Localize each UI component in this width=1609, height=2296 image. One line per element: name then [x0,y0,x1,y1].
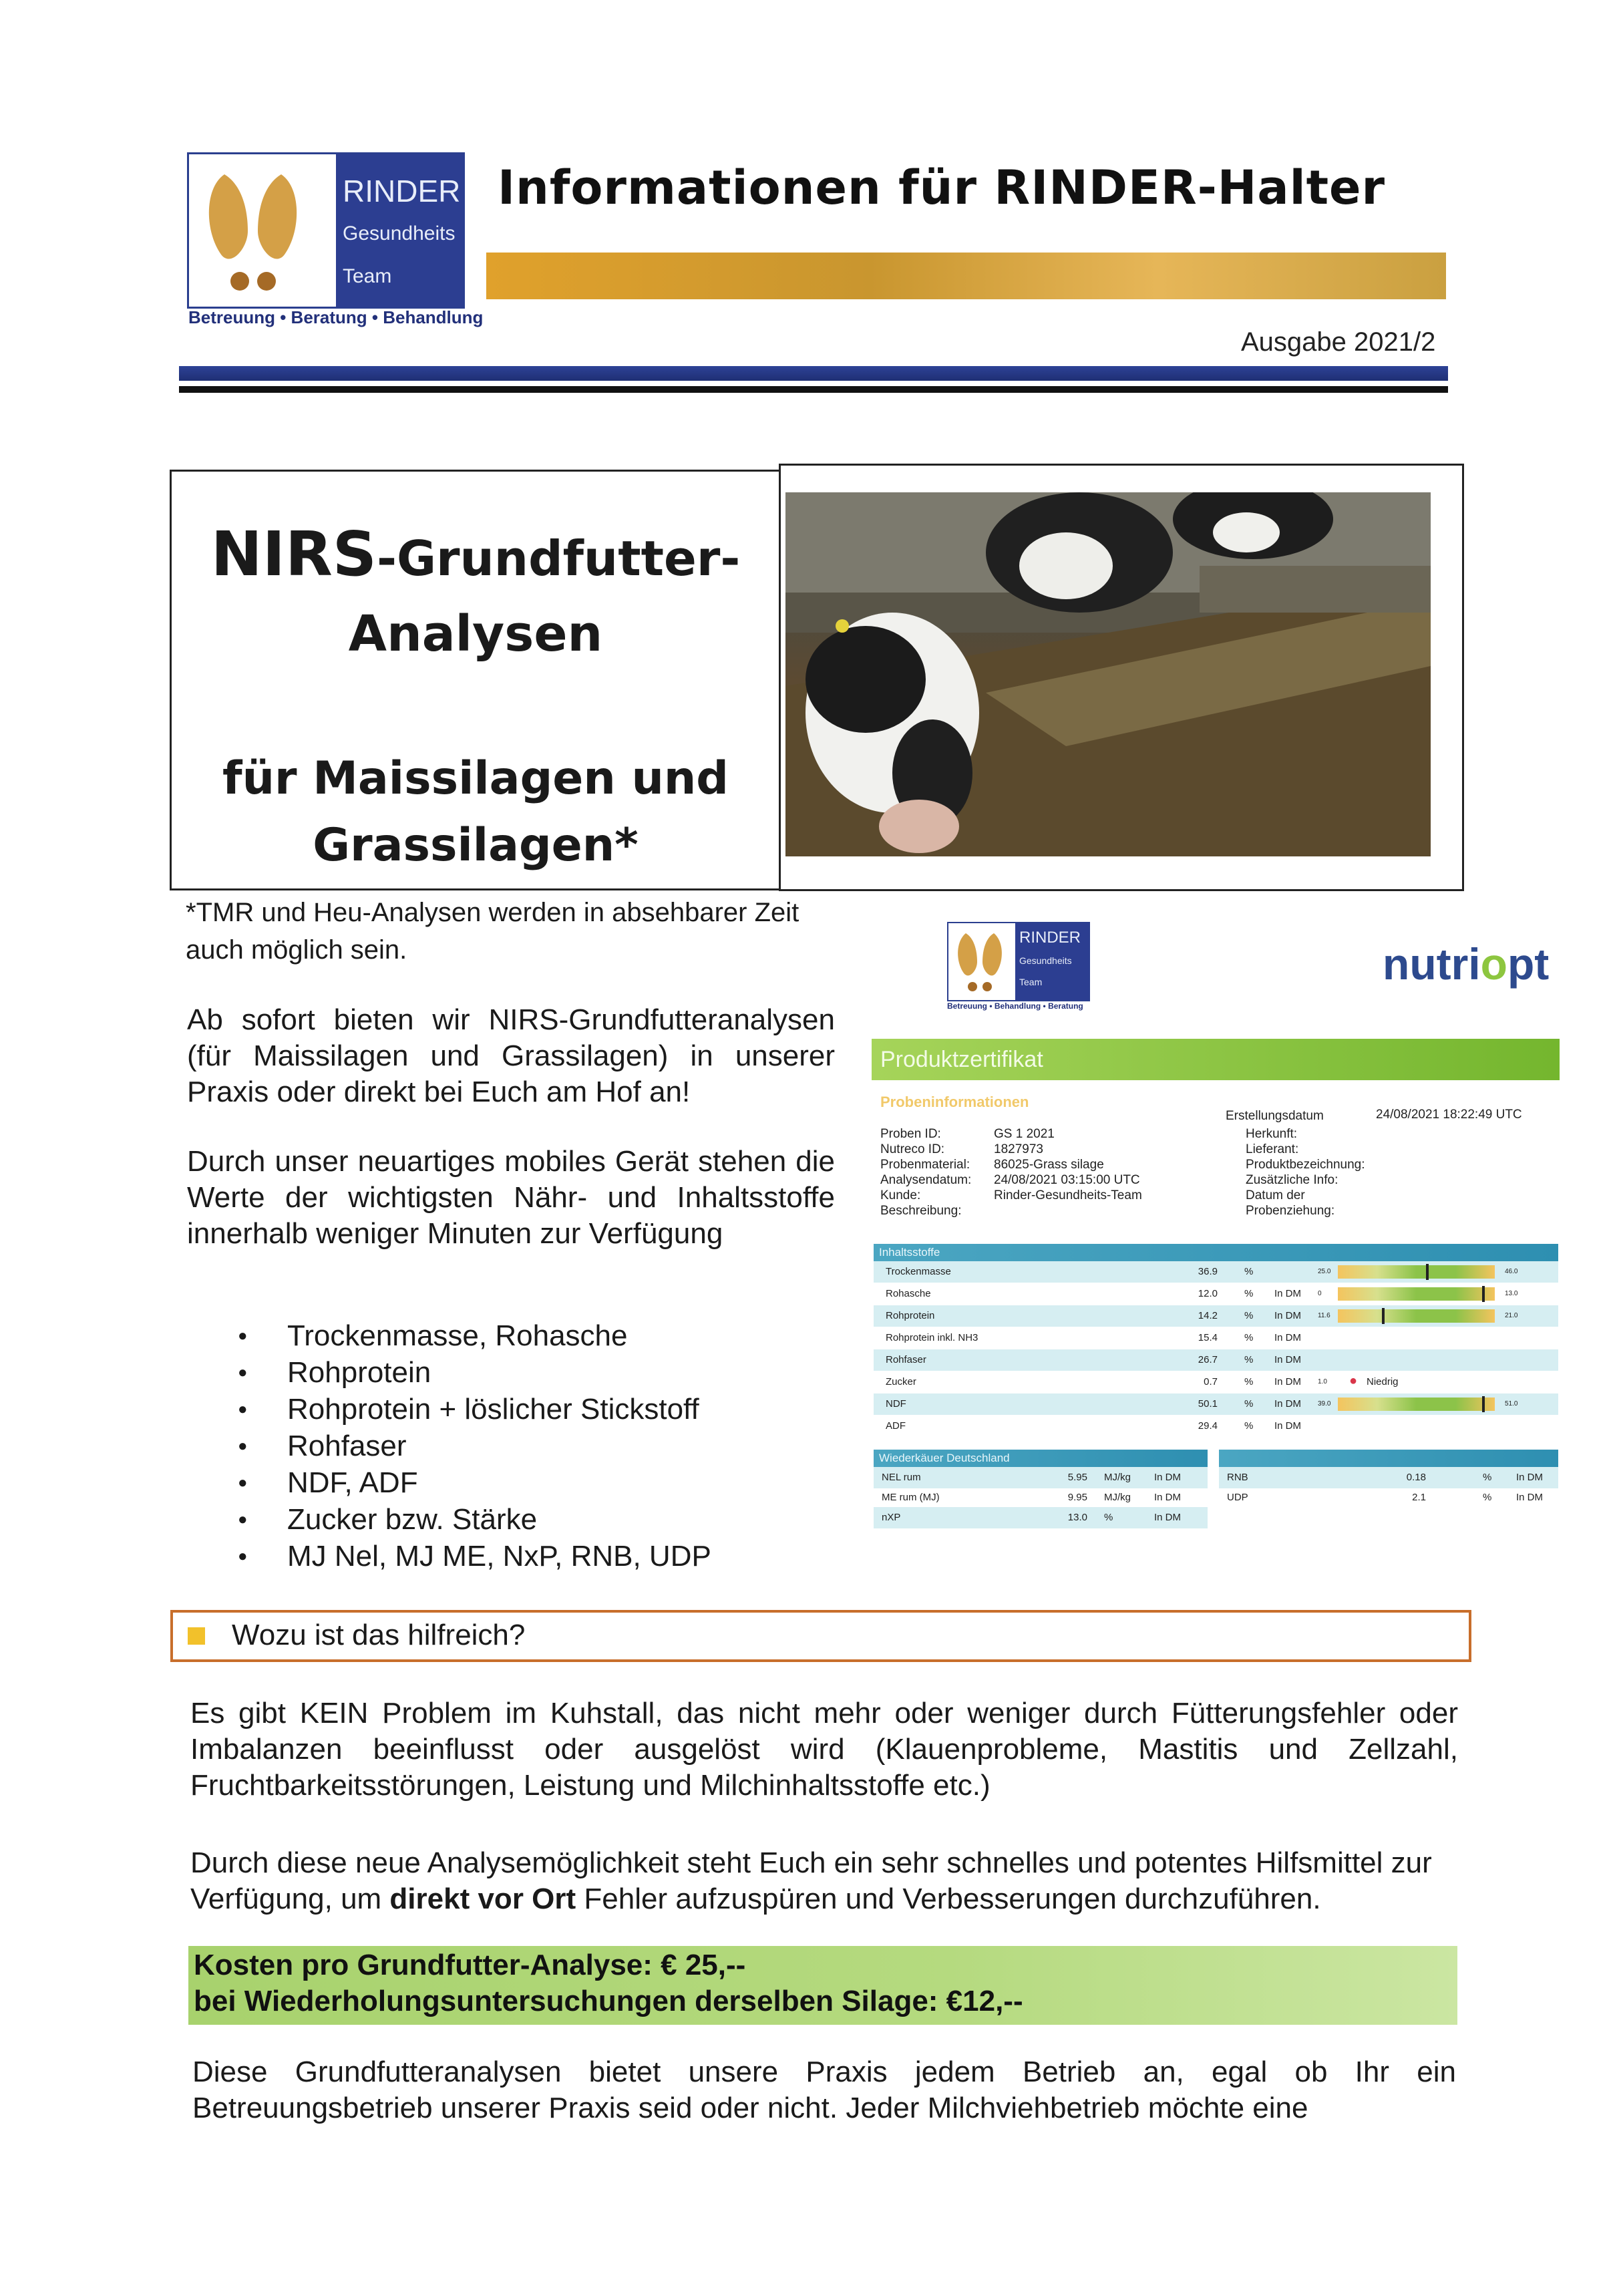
sample-field-value: 1827973 [994,1142,1043,1156]
range-min: 11.6 [1318,1312,1330,1319]
ruminant-band [874,1450,1208,1467]
ingredient-value: 14.2 [1198,1310,1218,1321]
analysis-list [234,1317,835,1575]
table-row [874,1371,1558,1393]
range-gauge [1338,1265,1495,1279]
ruminant-unit: % [1483,1472,1492,1483]
ruminant-unit: % [1483,1492,1492,1503]
ruminant-label: Wiederkäuer Deutschland [879,1452,1010,1464]
created-label: Erstellungsdatum [1226,1109,1324,1123]
sample-field-value: 24/08/2021 03:15:00 UTC [994,1173,1140,1187]
range-min: 25.0 [1318,1268,1331,1275]
ingredient-basis: In DM [1274,1310,1302,1321]
ingredient-value: 50.1 [1198,1398,1218,1410]
yellow-square-icon [188,1627,205,1645]
product-certificate [868,919,1563,1553]
range-gauge [1338,1398,1495,1411]
table-row [874,1349,1558,1371]
range-gauge [1338,1309,1495,1323]
ingredient-name: Rohprotein inkl. NH3 [886,1332,978,1343]
ingredient-basis: In DM [1274,1376,1302,1387]
hoof-print-icon [954,930,1014,993]
table-row [874,1393,1558,1415]
ingredient-unit: % [1244,1420,1254,1432]
certificate-logo-line3: Team [1019,977,1043,987]
table-row [874,1305,1558,1327]
range-max: 51.0 [1505,1400,1518,1408]
list-item: ● NDF, ADF [234,1464,835,1501]
ruminant-unit: % [1104,1512,1113,1523]
list-item: ● Trockenmasse, Rohasche [234,1317,835,1354]
ruminant-name: RNB [1227,1472,1248,1483]
ruminant-basis: In DM [1154,1472,1182,1483]
ingredient-unit: % [1244,1332,1254,1343]
ruminant-unit: MJ/kg [1104,1472,1131,1483]
title-line2: Analysen [348,605,603,663]
ruminant-value: 0.18 [1406,1472,1426,1483]
title-nirs: NIRS [210,518,377,590]
created-value: 24/08/2021 18:22:49 UTC [1376,1108,1522,1122]
ingredient-unit: % [1244,1376,1254,1387]
range-marker [1482,1286,1485,1302]
header-rule-blue [179,366,1448,381]
ingredient-name: ADF [886,1420,906,1432]
question-text: Wozu ist das hilfreich? [232,1619,526,1651]
table-row [874,1327,1558,1349]
ruminant-name: nXP [882,1512,901,1523]
intro-paragraph-2: Durch unser neuartiges mobiles Gerät stehen die Werte der wichtigsten Nähr- und Inhaltsstoffe innerhalb weniger Minuten zur Verfügung [187,1145,835,1250]
sample-field-key: Probenmaterial: [880,1158,970,1172]
footnote: *TMR und Heu-Analysen werden in absehbarer Zeit auch möglich sein. [186,898,799,965]
question-box [170,1610,1471,1662]
ingredient-basis: In DM [1274,1420,1302,1432]
logo-line2: Gesundheits [343,222,456,244]
ruminant-basis: In DM [1516,1472,1544,1483]
sample-field-value: GS 1 2021 [994,1127,1055,1141]
ruminant-basis: In DM [1516,1492,1544,1503]
ingredient-name: Rohfaser [886,1354,926,1365]
ingredient-name: Rohprotein [886,1310,935,1321]
ruminant-basis: In DM [1154,1492,1182,1503]
ingredient-name: Rohasche [886,1288,931,1299]
certificate-logo-line2: Gesundheits [1019,955,1072,966]
table-row [1219,1487,1558,1508]
range-min: 1.0 [1318,1378,1327,1385]
sample-field-key: Produktbezeichnung: [1246,1158,1365,1172]
sample-field-value: Rinder-Gesundheits-Team [994,1188,1142,1202]
ingredient-unit: % [1244,1266,1254,1277]
brand-part-o: o [1480,939,1507,989]
brand-part-1: nutri [1383,939,1481,989]
logo-tagline: Betreuung • Beratung • Behandlung [188,307,484,327]
low-flag-label: Niedrig [1367,1376,1399,1387]
ingredient-name: Zucker [886,1376,916,1387]
list-item: ● Zucker bzw. Stärke [234,1501,835,1538]
ingredients-band [874,1244,1558,1261]
ingredient-table [868,1261,1563,1442]
ruminant-name: UDP [1227,1492,1248,1503]
sample-field-key: Proben ID: [880,1127,941,1141]
table-row [874,1507,1208,1528]
table-row [874,1261,1558,1283]
title-line4: Grassilagen* [313,819,639,872]
paragraph-problems: Es gibt KEIN Problem im Kuhstall, das nicht mehr oder weniger durch Fütterungsfehler oder Imbalanzen beeinflusst oder ausgelöst wird (Klauenprobleme, Mastitis und Zellzahl, Fruchtbarkeitsstörungen, Leistung und Milchinhaltsstoffe etc.) [190,1697,1458,1802]
brand-part-2: pt [1507,939,1550,989]
header-rule-black [179,386,1448,393]
price-repeat: bei Wiederholungsuntersuchungen derselben Silage: €12,-- [194,1985,1023,2017]
list-item: ● Rohprotein [234,1354,835,1391]
certificate-logo-tagline: Betreuung • Behandlung • Beratung [947,1001,1083,1011]
ruminant-table [868,1467,1563,1534]
range-min: 0 [1318,1290,1322,1297]
ingredient-unit: % [1244,1288,1254,1299]
ingredient-value: 29.4 [1198,1420,1218,1432]
ruminant-basis: In DM [1154,1512,1182,1523]
ingredient-name: Trockenmasse [886,1266,951,1277]
price-analysis: Kosten pro Grundfutter-Analyse: € 25,-- [194,1949,746,1981]
title-box [170,470,781,890]
paragraph-tool-text-end: Fehler aufzuspüren und Verbesserungen durchzuführen. [576,1882,1321,1915]
ingredient-value: 12.0 [1198,1288,1218,1299]
certificate-logo-panel [1015,923,1089,1000]
table-row [874,1416,1558,1437]
ruminant-value: 2.1 [1412,1492,1426,1503]
table-row [874,1487,1208,1508]
certificate-title: Produktzertifikat [880,1047,1043,1072]
intro-paragraph-1: Ab sofort bieten wir NIRS-Grundfutteranalysen (für Maissilagen und Grassilagen) in unserer Praxis oder direkt bei Euch am Hof an! [187,1003,835,1108]
range-marker [1482,1396,1485,1412]
ruminant-unit: MJ/kg [1104,1492,1131,1503]
sample-field-value: 86025-Grass silage [994,1158,1104,1172]
list-item: ● Rohprotein + löslicher Stickstoff [234,1391,835,1428]
ingredient-value: 15.4 [1198,1332,1218,1343]
ruminant-band-right [1219,1450,1558,1467]
sample-field-key: Probenziehung: [1246,1204,1335,1218]
sample-field-key: Datum der [1246,1188,1305,1202]
certificate-logo-name: RINDER [1019,929,1081,947]
header-title: Informationen für RINDER-Halter [498,160,1386,215]
ruminant-name: ME rum (MJ) [882,1492,940,1503]
issue-number: Ausgabe 2021/2 [1241,327,1436,357]
table-row [1219,1467,1558,1488]
logo-line3: Team [343,265,392,287]
ruminant-name: NEL rum [882,1472,921,1483]
range-marker [1426,1264,1429,1280]
ingredient-basis: In DM [1274,1288,1302,1299]
ingredient-basis: In DM [1274,1332,1302,1343]
rinder-logo [187,152,465,309]
title-line3: für Maissilagen und [222,752,729,805]
ingredient-basis: In DM [1274,1398,1302,1410]
price-box [188,1946,1457,2025]
range-marker [1382,1308,1385,1324]
ruminant-value: 9.95 [1067,1492,1087,1503]
paragraph-tool-emphasis: direkt vor Ort [389,1882,576,1915]
ingredients-label: Inhaltsstoffe [879,1246,940,1259]
sample-field-key: Kunde: [880,1188,921,1202]
nutriopt-logo [1383,939,1549,989]
sample-field-key: Zusätzliche Info: [1246,1173,1338,1187]
ingredient-value: 26.7 [1198,1354,1218,1365]
cows-feeding-photo [785,492,1431,856]
ingredient-unit: % [1244,1354,1254,1365]
sample-field-key: Herkunft: [1246,1127,1298,1141]
paragraph-offer: Diese Grundfutteranalysen bietet unsere Praxis jedem Betrieb an, egal ob Ihr ein Betreuungsbetrieb unserer Praxis seid oder nicht. Jeder Milchviehbetrieb möchte eine [192,2056,1456,2124]
range-gauge [1338,1287,1495,1301]
list-item: ● Rohfaser [234,1428,835,1464]
ingredient-value: 36.9 [1198,1266,1218,1277]
title-grundfutter: -Grundfutter- [377,530,741,587]
low-flag-icon: ● [1349,1373,1358,1388]
sample-field-key: Lieferant: [1246,1142,1299,1156]
ingredient-unit: % [1244,1398,1254,1410]
range-max: 46.0 [1505,1268,1518,1275]
ingredient-unit: % [1244,1310,1254,1321]
ingredient-value: 0.7 [1204,1376,1218,1387]
logo-name: RINDER [343,174,461,208]
sample-info-label: Probeninformationen [880,1094,1029,1110]
paragraph-tool-text: Durch diese neue Analysemöglichkeit steht Euch ein sehr schnelles und potentes Hilfsmittel zur Verfügung, um [190,1846,1432,1915]
range-min: 39.0 [1318,1400,1331,1408]
title-line1 [172,518,779,590]
gold-bar [486,253,1446,299]
ingredient-name: NDF [886,1398,906,1410]
table-row [874,1467,1208,1488]
range-max: 13.0 [1505,1290,1518,1297]
sample-field-key: Beschreibung: [880,1204,962,1218]
paragraph-tool [190,1845,1458,1917]
ruminant-value: 5.95 [1067,1472,1087,1483]
hoof-print-icon [201,168,328,295]
ruminant-value: 13.0 [1067,1512,1087,1523]
sample-field-key: Analysendatum: [880,1173,972,1187]
certificate-logo [947,922,1090,1001]
ingredient-basis: In DM [1274,1354,1302,1365]
range-max: 21.0 [1505,1312,1518,1319]
table-row [874,1283,1558,1305]
sample-field-key: Nutreco ID: [880,1142,945,1156]
list-item: ● MJ Nel, MJ ME, NxP, RNB, UDP [234,1538,835,1575]
